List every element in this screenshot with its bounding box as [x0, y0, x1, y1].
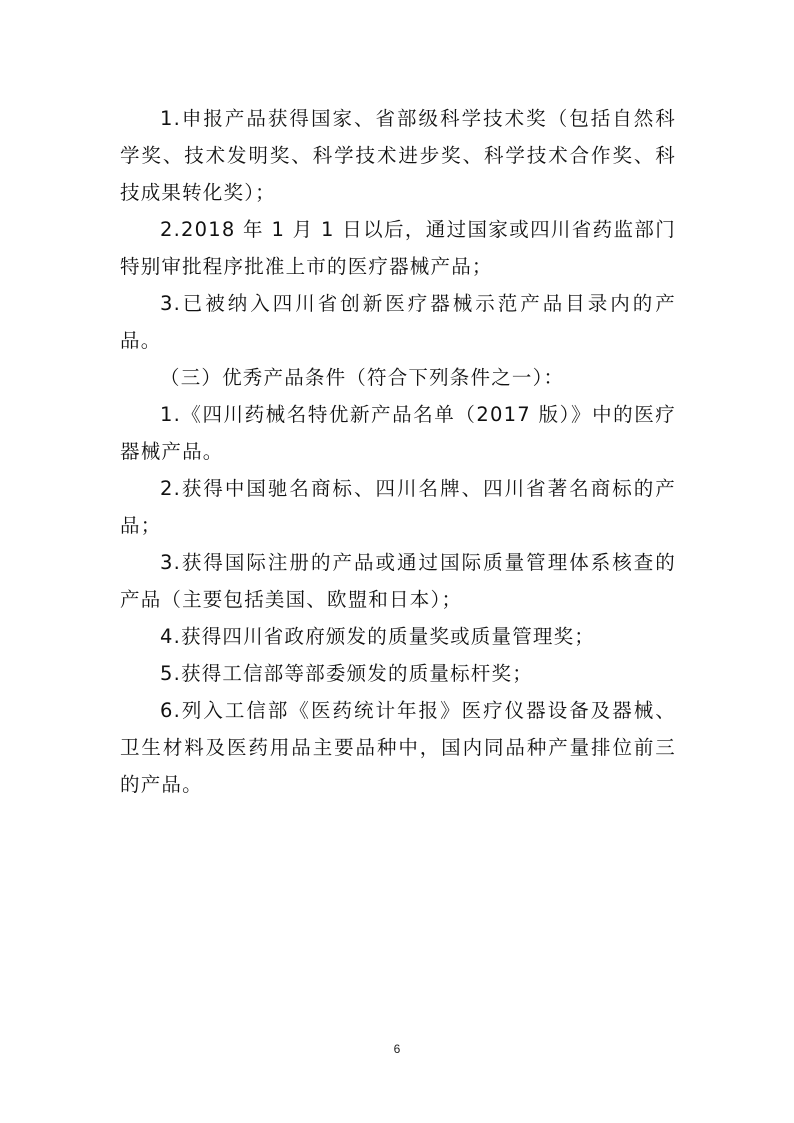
paragraph-excellent-condition-2: 2.获得中国驰名商标、四川名牌、四川省著名商标的产品；	[120, 477, 676, 537]
paragraph-excellent-condition-5: 5.获得工信部等部委颁发的质量标杆奖；	[160, 662, 533, 685]
paragraph-award-condition-3: 3.已被纳入四川省创新医疗器械示范产品目录内的产品。	[120, 292, 676, 352]
paragraph-award-condition-1: 1.申报产品获得国家、省部级科学技术奖（包括自然科学奖、技术发明奖、科学技术进步奖、科学技术合作奖、科技成果转化奖）；	[120, 107, 676, 204]
paragraph-excellent-condition-3: 3.获得国际注册的产品或通过国际质量管理体系核查的产品（主要包括美国、欧盟和日本）；	[120, 551, 676, 611]
paragraph-award-condition-2: 2.2018 年 1 月 1 日以后，通过国家或四川省药监部门特别审批程序批准上市的医疗器械产品；	[120, 218, 676, 278]
paragraph-excellent-condition-6: 6.列入工信部《医药统计年报》医疗仪器设备及器械、卫生材料及医药用品主要品种中，国内同品种产量排位前三的产品。	[120, 699, 676, 796]
document-body	[120, 100, 676, 803]
paragraph-excellent-condition-4: 4.获得四川省政府颁发的质量奖或质量管理奖；	[160, 625, 596, 648]
paragraph-excellent-condition-1: 1.《四川药械名特优新产品名单（2017 版）》中的医疗器械产品。	[120, 403, 676, 463]
section-heading-excellent-products: （三）优秀产品条件（符合下列条件之一）：	[160, 366, 565, 389]
page-number: 6	[393, 1042, 401, 1056]
